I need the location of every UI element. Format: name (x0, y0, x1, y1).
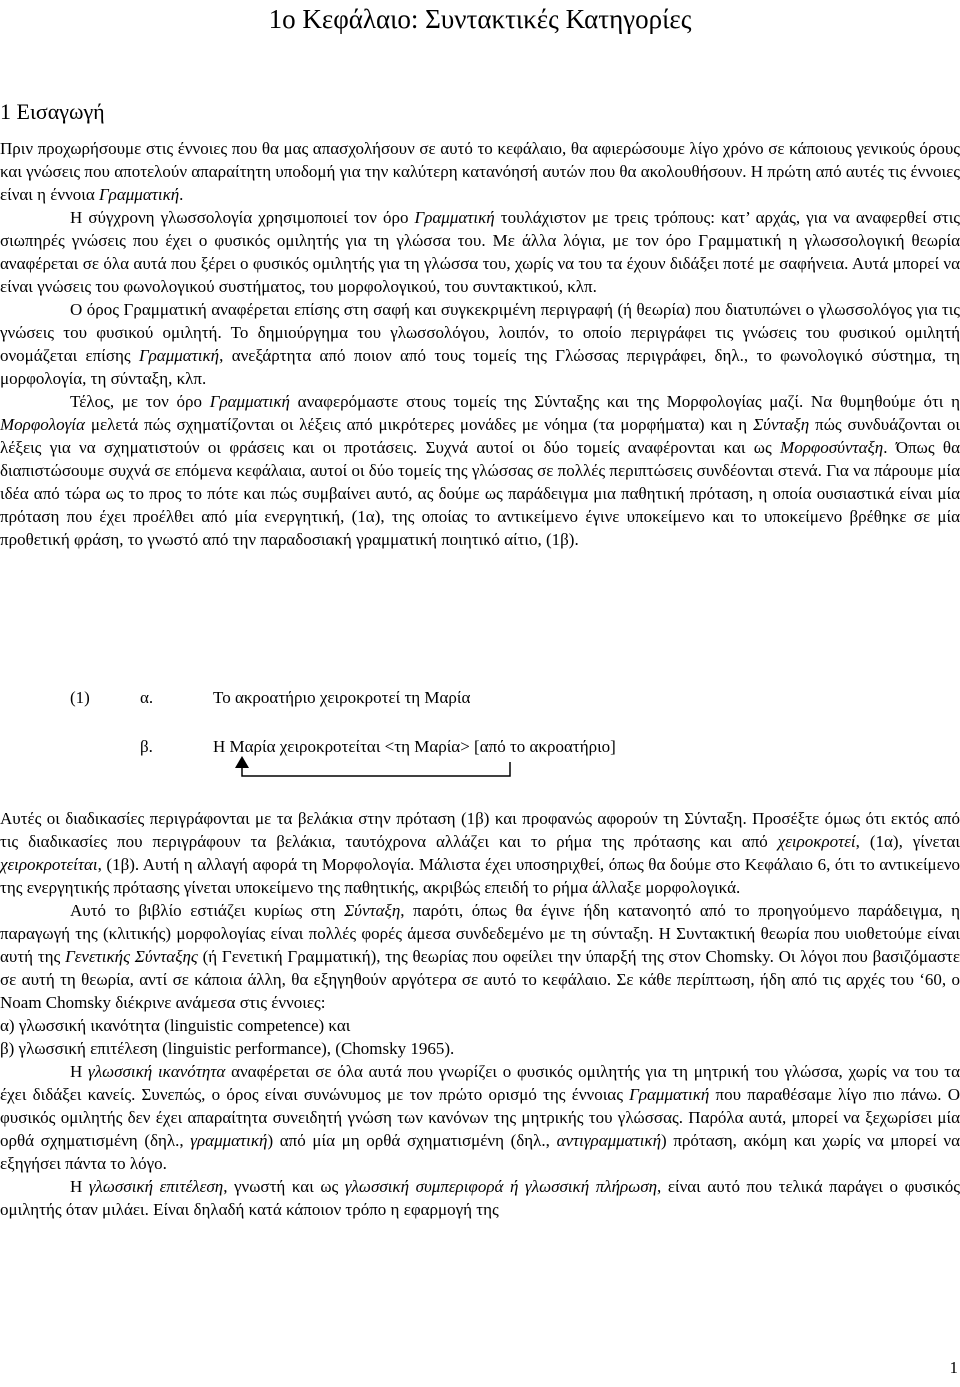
example-a-label: α. (140, 688, 154, 707)
paragraph-6: Αυτό το βιβλίο εστιάζει κυρίως στη Σύνταξη, παρότι, όπως θα έγινε ήδη κατανοητό από το προηγούμενο παράδειγμα, η παραγωγή της (κλιτικής) μορφολογίας είναι πολλές φορές άμεσα συνδεδεμένο με τη σύνταξη. Η Συντακτική θεωρία που υιοθετούμε είναι αυτή της Γενετικής Σύνταξης (ή Γενετική Γραμματική), της θεωρίας που οφείλει την ύπαρξή της στον Chomsky. Οι λόγοι που βασιζόμαστε σε αυτή τη θεωρία, αντί σε κάποια άλλη, θα εξηγηθούν αργότερα σε αυτό το κεφάλαιο. Σε κάθε περίπτωση, ήδη από τις αρχές του ‘60, ο Noam Chomsky διέκρινε ανάμεσα στις έννοιες: (0, 901, 960, 1012)
italic-term: γλωσσική επιτέλεση (88, 1177, 224, 1196)
paragraph-8: Η γλωσσική επιτέλεση, γνωστή και ως γλωσσική συμπεριφορά ή γλωσσική πλήρωση, είναι αυτό που τελικά παράγει ο φυσικός ομιλητής όταν μιλάει. Είναι δηλαδή κατά κάποιον τρόπο η εφαρμογή της (0, 1177, 960, 1219)
example-a-text: Το ακροατήριο χειροκροτεί τη Μαρία (213, 688, 471, 707)
arrow-head-icon (235, 756, 249, 768)
italic-term: Γραμματική (414, 208, 495, 227)
italic-term: γραμματική (190, 1131, 268, 1150)
paragraph-3: Ο όρος Γραμματική αναφέρεται επίσης στη σαφή και συγκεκριμένη περιγραφή (ή θεωρία) που διατυπώνει ο γλωσσολόγος για τις γνώσεις του φυσικού ομιλητή. Το δημιούργημα του γλωσσολόγου, λοιπόν, το οποίο περιγράφει τις γνώσεις του φυσικού ομιλητή ονομάζεται επίσης Γραμματική, ανεξάρτητα από ποιον από τους τομείς της Γλώσσας περιγράφει, δηλ., το φωνολογικό σύστημα, τη μορφολογία, τη σύνταξη, κλπ. (0, 300, 960, 388)
italic-term: χειροκροτείται (0, 855, 98, 874)
section-heading: 1 Εισαγωγή (0, 99, 105, 124)
arrow-line (242, 762, 510, 776)
list-item-b: β) γλωσσική επιτέλεση (linguistic performance), (Chomsky 1965). (0, 1039, 455, 1058)
italic-term: Γραμματική (138, 346, 220, 365)
italic-term: χειροκροτεί (777, 832, 856, 851)
italic-term: γλωσσική ικανότητα (88, 1062, 226, 1081)
page-number: 1 (949, 1358, 958, 1377)
example-number: (1) (70, 688, 90, 707)
paragraph-2: Η σύγχρονη γλωσσολογία χρησιμοποιεί τον όρο Γραμματική τουλάχιστον με τρεις τρόπους: κατ’ αρχάς, για να αναφερθεί στις σιωπηρές γνώσεις που έχει ο φυσικός ομιλητής για τη γλώσσα του. Με άλλα λόγια, με τον όρο Γραμματική η γλωσσολογική θεωρία αναφέρεται σε όλα αυτά που ξέρει ο φυσικός ομιλητής για τη γλώσσα του, χωρίς να του τα έχουν διδάξει ποτέ με σαφήνεια. Αυτά μπορεί να είναι γνώσεις του φωνολογικού συστήματος, του μορφολογικού, του συντακτικού, κλπ. (0, 208, 960, 296)
italic-term: Γραμματική (629, 1085, 710, 1104)
list-item-a: α) γλωσσική ικανότητα (linguistic competence) και (0, 1016, 351, 1035)
page-title: 1ο Κεφάλαιο: Συντακτικές Κατηγορίες (268, 4, 692, 34)
italic-term: αντιγραμματική (556, 1131, 662, 1150)
italic-term: Γραμματική (99, 185, 180, 204)
italic-term: Σύνταξη (753, 415, 810, 434)
italic-term: Σύνταξη (344, 901, 401, 920)
italic-term: γλωσσική συμπεριφορά ή γλωσσική πλήρωση (344, 1177, 658, 1196)
italic-term: Μορφοσύνταξη (780, 438, 884, 457)
movement-arrow (228, 756, 518, 782)
paragraph-7: Η γλωσσική ικανότητα αναφέρεται σε όλα αυτά που γνωρίζει ο φυσικός ομιλητής για τη μητρική του γλώσσα, χωρίς να του τα έχει διδάξει κανείς. Συνεπώς, ο όρος είναι συνώνυμος με τον πρώτο ορισμό της έννοιας Γραμματική που παραθέσαμε λίγο πιο πάνω. Ο φυσικός ομιλητής δεν έχει απαραίτητα συνειδητή γνώση των κανόνων της μητρικής του γλώσσας. Παρόλα αυτά, μπορεί να ξεχωρίσει μία ορθά σχηματισμένη (δηλ., γραμματική) από μία μη ορθά σχηματισμένη (δηλ., αντιγραμματική) πρόταση, ακόμη και χωρίς να μπορεί να εξηγήσει πάντα το λόγο. (0, 1062, 960, 1173)
paragraph-5: Αυτές οι διαδικασίες περιγράφονται με τα βελάκια στην πρόταση (1β) και προφανώς αφορούν τη Σύνταξη. Προσέξτε όμως ότι εκτός από τις διαδικασίες που περιγράφουν τα βελάκια, ταυτόχρονα αλλάζει και το ρήμα της πρότασης και από χειροκροτεί, (1α), γίνεται χειροκροτείται, (1β). Αυτή η αλλαγή αφορά τη Μορφολογία. Μάλιστα έχει υποσηριχθεί, όπως θα δούμε στο Κεφάλαιο 6, ότι το αντικείμενο της ενεργητικής πρότασης γίνεται υποκείμενο της παθητικής, ακριβώς επειδή το ρήμα άλλαξε μορφολογικά. (0, 809, 960, 897)
body-text (0, 807, 960, 1221)
italic-term: Γενετικής Σύνταξης (65, 947, 198, 966)
paragraph-1: Πριν προχωρήσουμε στις έννοιες που θα μας απασχολήσουν σε αυτό το κεφάλαιο, θα αφιερώσουμε λίγο χρόνο σε κάποιους γενικούς όρους και γνώσεις που αποτελούν απαραίτητη υποδομή για την καλύτερη κατανόησή αυτών που θα ακολουθήσουν. Η πρώτη από αυτές τις έννοιες είναι η έννοια Γραμματική. (0, 139, 960, 204)
example-b-label: β. (140, 737, 153, 756)
paragraph-4: Τέλος, με τον όρο Γραμματική αναφερόμαστε στους τομείς της Σύνταξης και της Μορφολογίας μαζί. Να θυμηθούμε ότι η Μορφολογία μελετά πώς σχηματίζονται οι λέξεις από μικρότερες μονάδες με νόημα (τα μορφήματα) και η Σύνταξη πώς συνδυάζονται οι λέξεις για να σχηματιστούν οι φράσεις και οι προτάσεις. Συχνά αυτοί οι δύο τομείς αναφέρονται και ως Μορφοσύνταξη. Όπως θα διαπιστώσουμε συχνά σε επόμενα κεφάλαια, αυτοί οι δύο τομείς της γλώσσας σε πολλές περιπτώσεις συνδέονται στενά. Για να πάρουμε μία ιδέα από τώρα ως το προς το πότε και πώς συμβαίνει αυτό, ας δούμε ως παράδειγμα μια παθητική πρόταση, η οποία ουσιαστικά είναι μία πρόταση που έχει προέλθει από μία ενεργητική, (1α), της οποίας το αντικείμενο έγινε υποκείμενο και το υποκείμενο βρέθηκε σε μία προθετική φράση, το γνωστό από την παραδοσιακή γραμματική ποιητικό αίτιο, (1β). (0, 392, 960, 549)
example-b-text: Η Μαρία χειροκροτείται <τη Μαρία> [από το ακροατήριο] (213, 737, 616, 756)
italic-term: Μορφολογία (0, 415, 85, 434)
italic-term: Γραμματική (209, 392, 290, 411)
intro-text (0, 137, 960, 551)
